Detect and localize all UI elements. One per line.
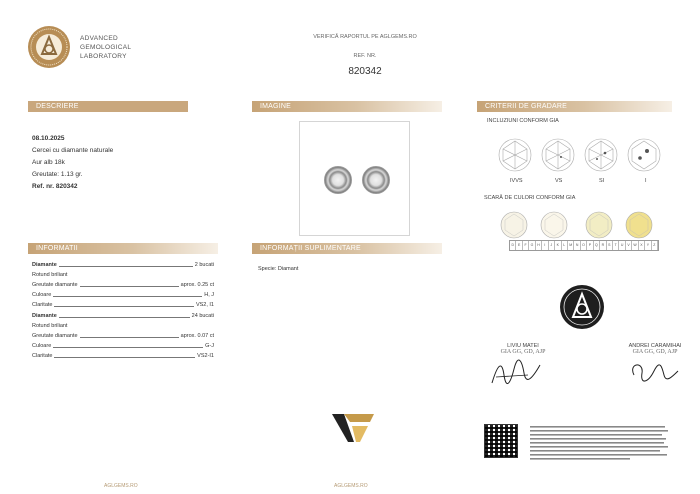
scale-letter: F — [523, 241, 529, 250]
scale-letter: Y — [645, 241, 651, 250]
info-row — [32, 302, 214, 308]
lab-seal-logo — [27, 25, 71, 69]
color-scale-title: SCARĂ DE CULORI CONFORM GIA — [484, 195, 576, 201]
scale-letter: U — [619, 241, 625, 250]
description-metal: Aur alb 18k — [32, 159, 65, 166]
scale-letter: D — [510, 241, 516, 250]
scale-letter: T — [613, 241, 619, 250]
signature-block-2 — [614, 343, 696, 392]
inclusion-label-si: SI — [599, 178, 605, 184]
signature-icon — [488, 355, 548, 387]
info-label: Culoare — [32, 292, 52, 298]
info-row — [32, 262, 214, 268]
scale-letter: Z — [652, 241, 658, 250]
section-bar-criterii: CRITERII DE GRADARE — [477, 101, 672, 112]
scale-letter: V — [626, 241, 632, 250]
signer-credentials: GIA GG, GD, AJP — [500, 349, 546, 355]
scale-letter: O — [581, 241, 587, 250]
info-value: VS2-I1 — [197, 353, 214, 359]
scale-letter: J — [549, 241, 555, 250]
info-label: Claritate — [32, 302, 53, 308]
info-label: Culoare — [32, 343, 52, 349]
color-scale — [509, 240, 659, 251]
legal-small-print — [530, 425, 670, 466]
info-row — [32, 333, 214, 339]
section-bar-imagine: IMAGINE — [252, 101, 442, 112]
info-row — [32, 282, 214, 288]
info-value: 2 bucati — [194, 262, 214, 268]
signature-block-1 — [488, 343, 558, 392]
signer-name: ANDREI CARAMIHAI — [628, 343, 682, 349]
scale-letter: S — [607, 241, 613, 250]
info-value: aprox. 0.07 ct — [180, 333, 214, 339]
footer-left[interactable]: AGLGEMS.RO — [104, 483, 138, 489]
signature-icon — [624, 355, 684, 387]
footer-center[interactable]: AGLGEMS.RO — [334, 483, 368, 489]
scale-letter: E — [516, 241, 522, 250]
signer-credentials: GIA GG, GD, AJP — [632, 349, 678, 355]
lab-name — [80, 34, 131, 61]
info-row — [32, 292, 214, 298]
info-row — [32, 343, 214, 349]
section-bar-informatii-suplimentare: INFORMAȚII SUPLIMENTARE — [252, 243, 442, 254]
scale-letter: P — [587, 241, 593, 250]
description-item: Cercei cu diamante naturale — [32, 147, 114, 154]
scale-letter: R — [600, 241, 606, 250]
inclusion-label-i: I — [645, 178, 647, 184]
description-weight: Greutate: 1.13 gr. — [32, 171, 83, 178]
inclusion-title: INCLUZIUNI CONFORM GIA — [487, 118, 559, 124]
product-image — [299, 121, 410, 236]
inclusion-label-ivvs: IVVS — [510, 178, 523, 184]
description-date: 08.10.2025 — [32, 135, 65, 142]
info-label: Greutate diamante — [32, 282, 78, 288]
earring-left-image — [324, 166, 352, 194]
info-row — [32, 353, 214, 359]
info-label: Greutate diamante — [32, 333, 78, 339]
info-value: G-J — [205, 343, 214, 349]
scale-letter: H — [536, 241, 542, 250]
brand-logo-icon — [330, 412, 376, 444]
section-bar-descriere: DESCRIERE — [28, 101, 188, 112]
color-diagrams — [499, 210, 664, 240]
description-ref: Ref. nr. 820342 — [32, 183, 78, 190]
info-label: Claritate — [32, 353, 53, 359]
scale-letter: K — [555, 241, 561, 250]
scale-letter: W — [632, 241, 638, 250]
verify-text[interactable]: VERIFICĂ RAPORTUL PE AGLGEMS.RO — [313, 34, 417, 40]
inclusion-label-vs: VS — [555, 178, 563, 184]
scale-letter: N — [574, 241, 580, 250]
scale-letter: L — [562, 241, 568, 250]
ref-value: 820342 — [348, 66, 382, 77]
lab-name-line: LABORATORY — [80, 53, 127, 60]
scale-letter: M — [568, 241, 574, 250]
lab-stamp-icon — [559, 284, 605, 330]
lab-name-line: ADVANCED — [80, 35, 119, 42]
lab-name-line: GEMOLOGICAL — [80, 44, 132, 51]
info-value: VS2, I1 — [195, 302, 214, 308]
info-value: H, J — [204, 292, 214, 298]
inclusion-diagrams — [497, 135, 667, 175]
scale-letter: X — [639, 241, 645, 250]
specie-text: Specie: Diamant — [258, 266, 299, 272]
info-label: Rotund briliant — [32, 272, 68, 278]
qr-code[interactable] — [484, 424, 518, 458]
info-row — [32, 313, 214, 319]
info-row — [32, 323, 214, 329]
info-row — [32, 272, 214, 278]
info-label: Rotund briliant — [32, 323, 68, 329]
info-value: aprox. 0.25 ct — [180, 282, 214, 288]
signer-name: LIVIU MATEI — [507, 343, 539, 349]
section-bar-informatii: INFORMATII — [28, 243, 218, 254]
info-value: 24 bucati — [191, 313, 214, 319]
ref-label: REF. NR. — [353, 53, 377, 59]
info-label: Diamante — [32, 262, 57, 268]
earring-right-image — [362, 166, 390, 194]
scale-letter: Q — [594, 241, 600, 250]
info-label: Diamante — [32, 313, 57, 319]
scale-letter: I — [542, 241, 548, 250]
scale-letter: G — [529, 241, 535, 250]
